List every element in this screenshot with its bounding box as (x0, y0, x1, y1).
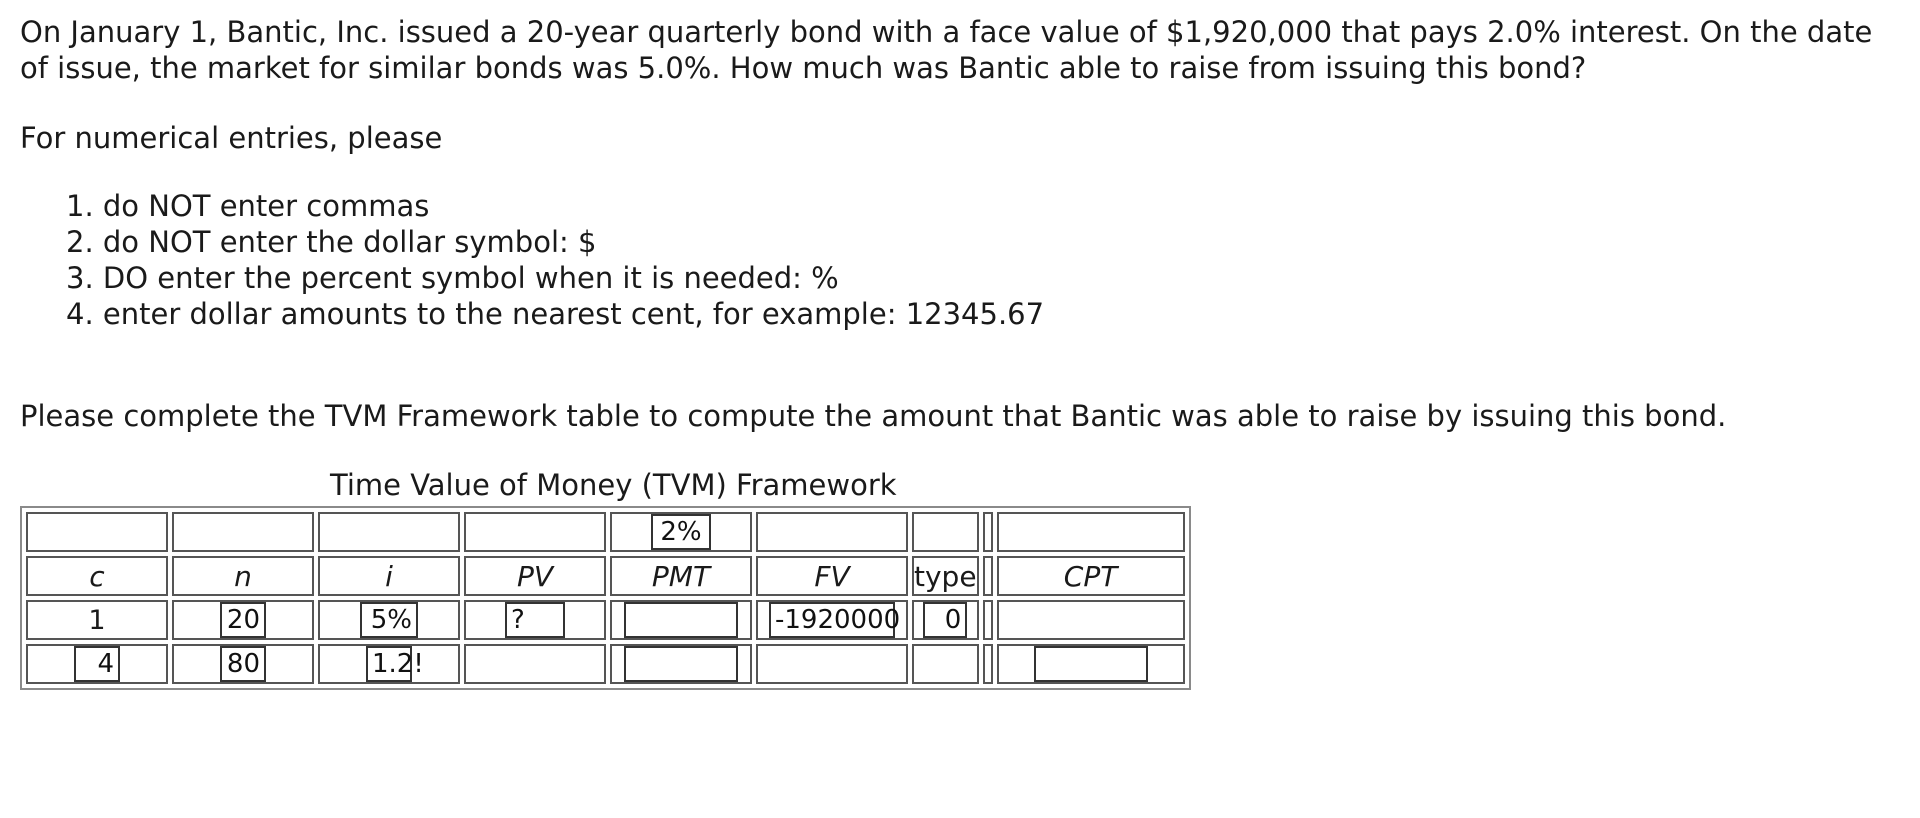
header-fv: FV (756, 556, 908, 596)
header-cpt: CPT (997, 556, 1185, 596)
type-input[interactable]: 0 (923, 602, 967, 638)
cell-divider (983, 512, 993, 552)
cell-empty (912, 512, 979, 552)
cell-empty (26, 512, 168, 552)
cell-pmt (610, 644, 752, 684)
cell-n (172, 644, 314, 684)
cell-i (318, 600, 460, 640)
header-n: n (172, 556, 314, 596)
cell-pmt-rate (610, 512, 752, 552)
c-value: 1 (26, 600, 168, 640)
table-prompt: Please complete the TVM Framework table to compute the amount that Bantic was able to raise by issuing this bond. (20, 399, 1727, 433)
n-input[interactable]: 20 (220, 602, 266, 638)
rule-item: 4. enter dollar amounts to the nearest cent, for example: 12345.67 (66, 297, 1045, 331)
tvm-table-title: Time Value of Money (TVM) Framework (330, 468, 897, 502)
header-pv: PV (464, 556, 606, 596)
cell-empty (997, 600, 1185, 640)
pmt-input[interactable] (624, 646, 738, 682)
cell-empty (172, 512, 314, 552)
question-text: On January 1, Bantic, Inc. issued a 20-year quarterly bond with a face value of $1,920,000 that pays 2.0% interest. On the date of issue, the market for similar bonds was 5.0%. How much was Bantic able to raise from issuing this bond? (20, 15, 1873, 85)
header-pmt: PMT (610, 556, 752, 596)
instructions-intro: For numerical entries, please (20, 121, 443, 155)
cell-fv (756, 600, 908, 640)
tvm-row-1 (26, 600, 1185, 640)
cell-empty (318, 512, 460, 552)
rule-item: 2. do NOT enter the dollar symbol: $ (66, 225, 597, 259)
i-input[interactable]: 1.2! (366, 646, 412, 682)
cell-divider (983, 600, 993, 640)
fv-input[interactable]: -1920000 (769, 602, 895, 638)
cell-divider (983, 556, 993, 596)
i-input[interactable]: 5% (360, 602, 418, 638)
tvm-top-row (26, 512, 1185, 552)
cell-empty (756, 512, 908, 552)
tvm-header-row (26, 556, 1185, 596)
rules-list (66, 188, 1044, 332)
cell-empty (464, 512, 606, 552)
tvm-row-2 (26, 644, 1185, 684)
n-input[interactable]: 80 (220, 646, 266, 682)
cell-empty (756, 644, 908, 684)
pv-input[interactable]: ? (505, 602, 565, 638)
cell-empty (997, 512, 1185, 552)
header-c: c (26, 556, 168, 596)
c-input[interactable]: 4 (74, 646, 120, 682)
cpt-input[interactable] (1034, 646, 1148, 682)
cell-type (912, 600, 979, 640)
rule-item: 1. do NOT enter commas (66, 189, 430, 223)
cell-i (318, 644, 460, 684)
cell-cpt (997, 644, 1185, 684)
cell-empty (464, 644, 606, 684)
cell-pmt (610, 600, 752, 640)
cell-divider (983, 644, 993, 684)
cell-c (26, 644, 168, 684)
header-i: i (318, 556, 460, 596)
pmt-rate-input[interactable]: 2% (651, 514, 711, 550)
rule-item: 3. DO enter the percent symbol when it is needed: % (66, 261, 839, 295)
header-type: type (912, 556, 979, 596)
tvm-table (20, 506, 1191, 690)
pmt-input[interactable] (624, 602, 738, 638)
cell-pv (464, 600, 606, 640)
cell-n (172, 600, 314, 640)
cell-empty (912, 644, 979, 684)
